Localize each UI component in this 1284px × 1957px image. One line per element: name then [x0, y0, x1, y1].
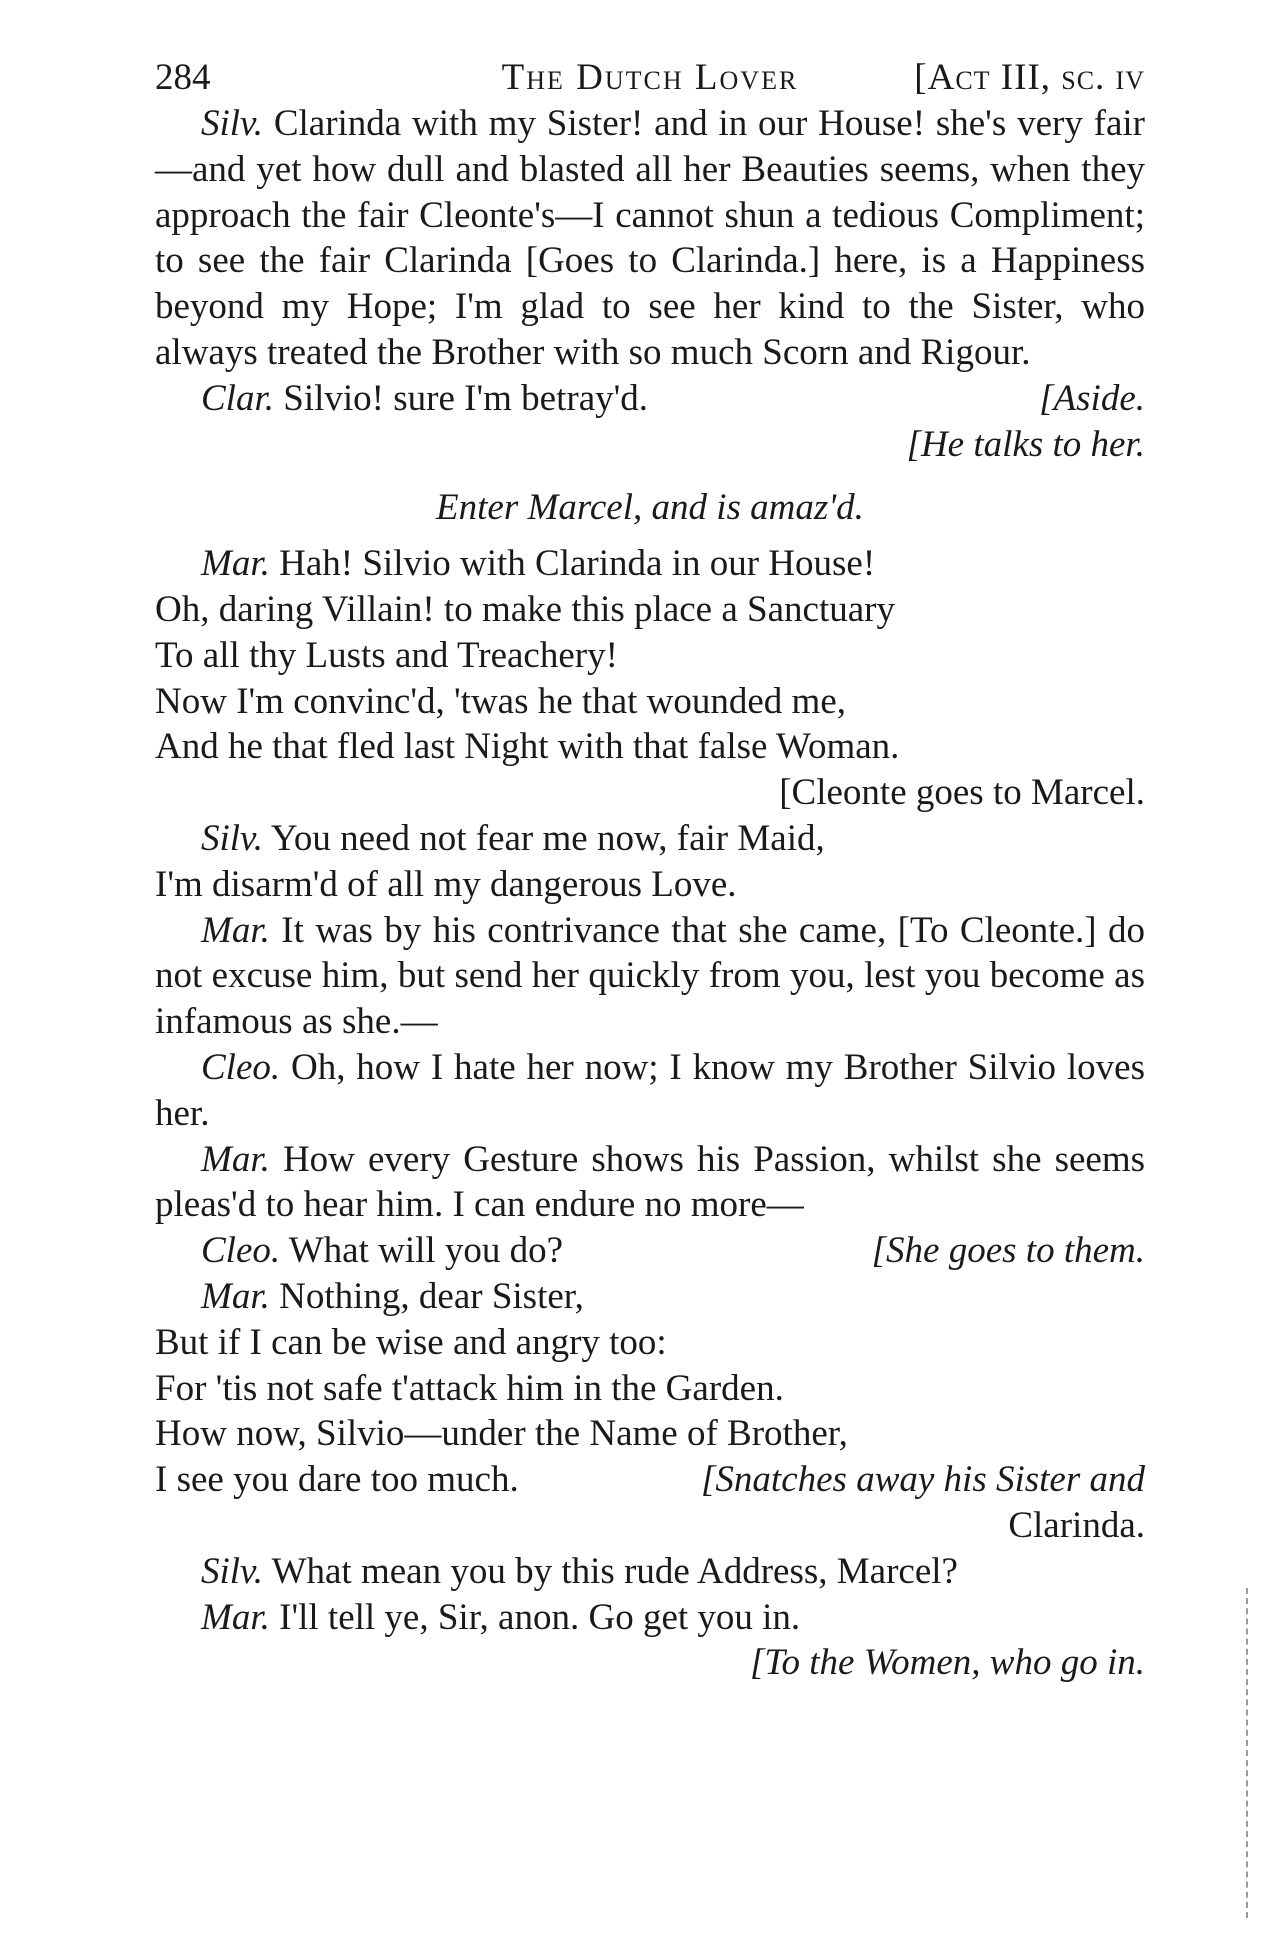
speaker-label: Mar. [201, 1596, 270, 1638]
speech-text: Silvio! sure I'm betray'd. [274, 377, 649, 419]
running-header [155, 55, 1145, 101]
speech-text: I'll tell ye, Sir, anon. Go get you in. [269, 1596, 801, 1638]
speaker-label: Clar. [201, 377, 275, 419]
speech-silvio-3 [155, 1549, 1145, 1595]
speaker-label: Cleo. [201, 1046, 281, 1088]
speech-marcel-1 [155, 541, 1145, 587]
speech-text: You need not fear me now, fair Maid, [263, 817, 825, 859]
speaker-label: Silv. [201, 1550, 263, 1592]
speech-text: Clarinda with my Sister! and in our House! she's very fair—and yet how dull and blasted all her Beauties seems, when they approach the fair Cleonte's—I cannot shun a tedious Compliment; to see the fair Clarinda [Goes to Clarinda.] here, is a Happiness beyond my Hope; I'm glad to see her kind to the Sister, who always treated the Brother with so much Scorn and Rigour. [155, 103, 1145, 373]
speaker-label: Mar. [201, 1138, 270, 1180]
verse-line: And he that fled last Night with that false Woman. [155, 726, 900, 768]
speech-text: It was by his contrivance that she came, [To Cleonte.] do not excuse him, but send her quickly from you, lest you become as infamous as she.— [155, 909, 1145, 1043]
stage-direction-line: [To the Women, who go in. [749, 1642, 1145, 1684]
stage-direction: [She goes to them. [871, 1230, 1145, 1272]
speech-silvio-2 [155, 816, 1145, 862]
verse-line: I'm disarm'd of all my dangerous Love. [155, 863, 737, 905]
speech-marcel-3 [155, 1137, 1145, 1229]
speech-marcel-4 [155, 1274, 1145, 1320]
running-title: The Dutch Lover [501, 57, 799, 98]
verse-with-direction [155, 1457, 1145, 1503]
speech-text: Hah! Silvio with Clarinda in our House! [269, 543, 876, 585]
verse-line: But if I can be wise and angry too: [155, 1321, 667, 1363]
speech-clarinda-1 [155, 376, 1145, 422]
speech-text: How every Gesture shows his Passion, whilst she seems pleas'd to hear him. I can endure no more— [155, 1138, 1145, 1226]
speaker-label: Mar. [201, 543, 270, 585]
speech-cleonte-1 [155, 1045, 1145, 1137]
act-scene-label: [Act III, sc. iv [914, 57, 1145, 98]
stage-direction: [Snatches away his Sister and [701, 1459, 1145, 1501]
speech-cleonte-2 [155, 1228, 1145, 1274]
binding-edge-marks [1246, 1588, 1251, 1918]
speech-text: Oh, how I hate her now; I know my Brother Silvio loves her. [155, 1046, 1145, 1134]
stage-direction-line: [He talks to her. [906, 423, 1145, 465]
page-text [155, 55, 1145, 1686]
verse-line: Now I'm convinc'd, 'twas he that wounded me, [155, 680, 846, 722]
verse-line: For 'tis not safe t'attack him in the Garden. [155, 1367, 784, 1409]
speech-text: What mean you by this rude Address, Marcel? [263, 1550, 958, 1592]
speech-text: Nothing, dear Sister, [269, 1275, 584, 1317]
speaker-label: Silv. [201, 817, 263, 859]
speaker-label: Mar. [201, 909, 270, 951]
stage-direction: [Aside. [1039, 377, 1145, 419]
speech-silvio-1 [155, 101, 1145, 376]
speech-marcel-2 [155, 908, 1145, 1045]
verse-line: How now, Silvio—under the Name of Brother, [155, 1413, 848, 1455]
entrance-direction: Enter Marcel, and is amaz'd. [436, 487, 864, 529]
verse-line: Oh, daring Villain! to make this place a Sanctuary [155, 588, 895, 630]
speaker-label: Cleo. [201, 1230, 281, 1272]
speaker-label: Silv. [201, 103, 263, 144]
page-number: 284 [155, 57, 211, 98]
speech-marcel-5 [155, 1595, 1145, 1641]
verse-line: I see you dare too much. [155, 1459, 519, 1501]
speech-text: What will you do? [280, 1230, 564, 1272]
stage-direction-line: [Cleonte goes to Marcel. [779, 772, 1145, 814]
speaker-label: Mar. [201, 1275, 270, 1317]
stage-direction-line: Clarinda. [1008, 1504, 1145, 1546]
verse-line: To all thy Lusts and Treachery! [155, 634, 618, 676]
